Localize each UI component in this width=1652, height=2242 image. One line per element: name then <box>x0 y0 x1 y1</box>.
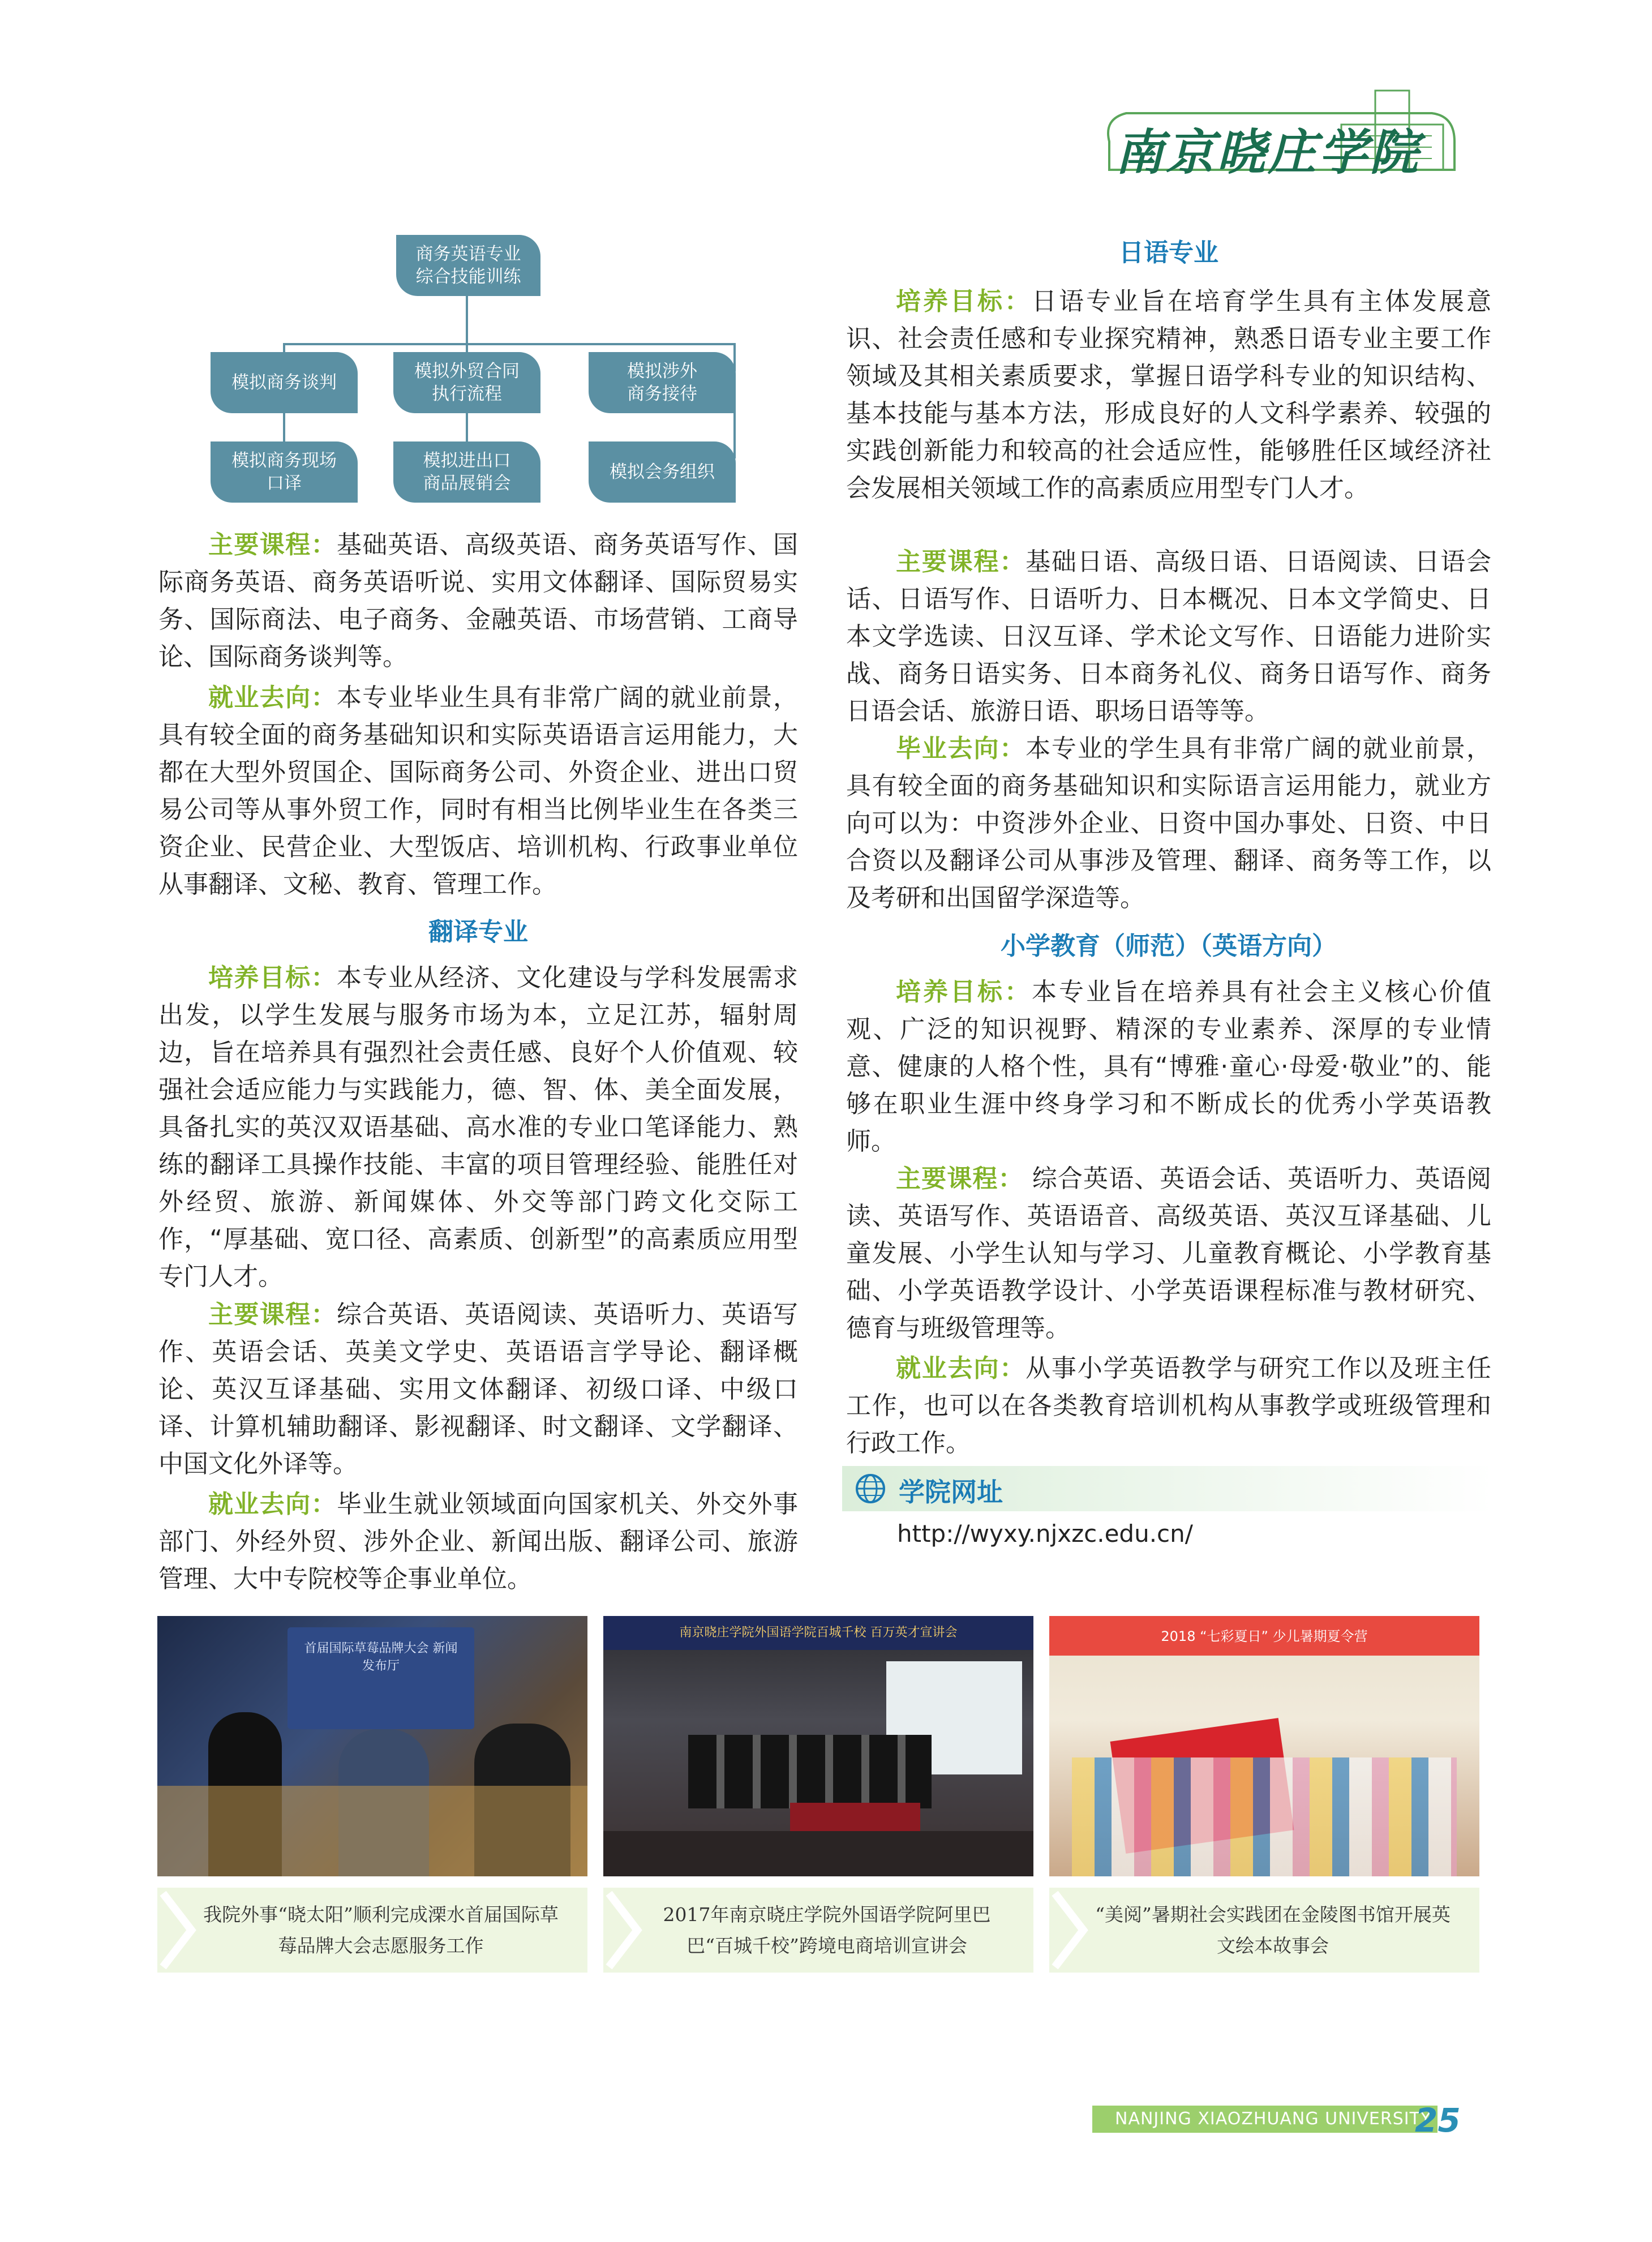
jp-goal-paragraph <box>846 283 1491 507</box>
page-number: 25 <box>1415 2101 1461 2140</box>
diagram-node: 模拟进出口 商品展销会 <box>393 441 540 503</box>
section-label: 毕业去向： <box>896 734 1026 763</box>
photo-banner: 2018 “七彩夏日” 少儿暑期夏令营 <box>1161 1628 1368 1644</box>
section-label: 培养目标： <box>896 287 1032 316</box>
photo-banner: 南京晓庄学院外国语学院百城千校 百万英才宣讲会 <box>679 1626 958 1640</box>
connector <box>466 294 468 345</box>
caption-text: 2017年南京晓庄学院外国语学院阿里巴巴“百城千校”跨境电商培训宣讲会 <box>663 1904 991 1957</box>
paragraph-text: 本专业从经济、文化建设与学科发展需求出发，以学生发展与服务市场为本，立足江苏，辐射周边，旨在培养具有强烈社会责任感、良好个人价值观、较强社会适应能力与实践能力，德、智、体、美全面发展，具备扎实的英汉双语基础、高水准的专业口笔译能力、熟练的翻译工具操作技能、丰富的项目管理经验、能胜任对外经贸、旅游、新闻媒体、外交等部门跨文化交际工作，“厚基础、宽口径、高素质、创新型”的高素质应用型专门人才。 <box>158 963 799 1291</box>
diagram-node: 模拟会务组织 <box>589 441 736 503</box>
photo-training-session <box>603 1616 1033 1876</box>
caption-text: 我院外事“晓太阳”顺利完成溧水首届国际草莓品牌大会志愿服务工作 <box>203 1904 559 1957</box>
biz-jobs-paragraph <box>158 679 798 903</box>
website-bar <box>842 1466 1493 1511</box>
photo-caption <box>1049 1888 1479 1973</box>
tr-courses-paragraph <box>158 1296 798 1483</box>
primary-education-title: 小学教育（师范）（英语方向） <box>1001 932 1337 961</box>
jp-courses-paragraph <box>846 543 1491 730</box>
section-label: 就业去向： <box>208 683 337 712</box>
section-label: 主要课程： <box>896 1164 1024 1193</box>
paragraph-text: 综合英语、英语会话、英语听力、英语阅读、英语写作、英语语音、高级英语、英汉互译基础、儿童发展、小学生认知与学习、儿童教育概论、小学教育基础、小学英语教学设计、小学英语课程标准与教材研究、德育与班级管理等。 <box>846 1164 1491 1343</box>
section-label: 主要课程： <box>208 530 337 559</box>
college-logo <box>1092 85 1488 181</box>
section-label: 主要课程： <box>896 547 1026 576</box>
footer-university-bar: NANJING XIAOZHUANG UNIVERSITY <box>1092 2106 1438 2133</box>
japanese-major-title: 日语专业 <box>1119 238 1218 267</box>
biz-courses-paragraph <box>158 526 798 676</box>
photo-banner: 首届国际草莓品牌大会 新闻发布厅 <box>304 1641 458 1673</box>
website-url-link[interactable]: http://wyxy.njxzc.edu.cn/ <box>897 1520 1193 1547</box>
paragraph-text: 本专业毕业生具有非常广阔的就业前景，具有较全面的商务基础知识和实际英语语言运用能力，大都在大型外贸国企、国际商务公司、外资企业、进出口贸易公司等从事外贸工作，同时有相当比例毕业生在各类三资企业、民营企业、大型饭店、培训机构、行政事业单位从事翻译、文秘、教育、管理工作。 <box>158 683 799 899</box>
diagram-root-node: 商务英语专业 综合技能训练 <box>396 235 540 296</box>
diagram-node: 模拟商务谈判 <box>211 352 358 413</box>
photo-summer-camp <box>1049 1616 1479 1876</box>
website-title: 学院网址 <box>899 1477 1003 1507</box>
tr-goal-paragraph <box>158 959 798 1296</box>
paragraph-text: 本专业的学生具有非常广阔的就业前景，具有较全面的商务基础知识和实际语言运用能力，就业方向可以为：中资涉外企业、日资中国办事处、日资、中日合资以及翻译公司从事涉及管理、翻译、商务等工作，以及考研和出国留学深造等。 <box>846 734 1492 912</box>
tr-jobs-paragraph <box>158 1486 798 1598</box>
section-label: 就业去向： <box>896 1354 1026 1383</box>
photo-caption <box>603 1888 1033 1973</box>
paragraph-text: 基础英语、高级英语、商务英语写作、国际商务英语、商务英语听说、实用文体翻译、国际贸易实务、国际商法、电子商务、金融英语、市场营销、工商导论、国际商务谈判等。 <box>158 530 799 671</box>
diagram-node: 模拟涉外 商务接待 <box>589 352 736 413</box>
pe-goal-paragraph <box>846 974 1491 1160</box>
photo-press-conference <box>157 1616 587 1876</box>
globe-icon <box>855 1473 886 1504</box>
pe-courses-paragraph <box>846 1160 1491 1347</box>
caption-text: “美阅”暑期社会实践团在金陵图书馆开展英文绘本故事会 <box>1095 1904 1451 1957</box>
section-label: 主要课程： <box>208 1300 337 1329</box>
section-label: 就业去向： <box>208 1490 337 1519</box>
connector <box>283 343 736 345</box>
photo-caption <box>157 1888 587 1973</box>
paragraph-text: 本专业旨在培养具有社会主义核心价值观、广泛的知识视野、精深的专业素养、深厚的专业情意、健康的人格个性，具有“博雅·童心·母爱·敬业”的、能够在职业生涯中终身学习和不断成长的优秀小学英语教师。 <box>846 978 1491 1156</box>
section-label: 培养目标： <box>896 978 1032 1006</box>
jp-jobs-paragraph <box>846 730 1491 917</box>
paragraph-text: 毕业生就业领域面向国家机关、外交外事部门、外经外贸、涉外企业、新闻出版、翻译公司、旅游管理、大中专院校等企事业单位。 <box>158 1490 799 1593</box>
diagram-node: 模拟商务现场 口译 <box>211 441 358 503</box>
logo-text: 南京晓庄学院 <box>1115 124 1421 181</box>
translation-major-title: 翻译专业 <box>428 918 528 946</box>
section-label: 培养目标： <box>208 963 337 992</box>
diagram-node: 模拟外贸合同 执行流程 <box>393 352 540 413</box>
paragraph-text: 综合英语、英语阅读、英语听力、英语写作、英语会话、英美文学史、英语语言学导论、翻译概论、英汉互译基础、实用文体翻译、初级口译、中级口译、计算机辅助翻译、影视翻译、时文翻译、文学翻译、中国文化外译等。 <box>158 1300 799 1478</box>
paragraph-text: 从事小学英语教学与研究工作以及班主任工作，也可以在各类教育培训机构从事教学或班级管理和行政工作。 <box>846 1354 1492 1457</box>
paragraph-text: 日语专业旨在培育学生具有主体发展意识、社会责任感和专业探究精神，熟悉日语专业主要工作领域及其相关素质要求，掌握日语学科专业的知识结构、基本技能与基本方法，形成良好的人文科学素养、较强的实践创新能力和较高的社会适应性，能够胜任区域经济社会发展相关领域工作的高素质应用型专门人才。 <box>846 287 1491 503</box>
pe-jobs-paragraph <box>846 1350 1491 1462</box>
paragraph-text: 基础日语、高级日语、日语阅读、日语会话、日语写作、日语听力、日本概况、日本文学简史、日本文学选读、日汉互译、学术论文写作、日语能力进阶实战、商务日语实务、日本商务礼仪、商务日语写作、商务日语会话、旅游日语、职场日语等等。 <box>846 547 1492 726</box>
connector <box>733 413 736 458</box>
